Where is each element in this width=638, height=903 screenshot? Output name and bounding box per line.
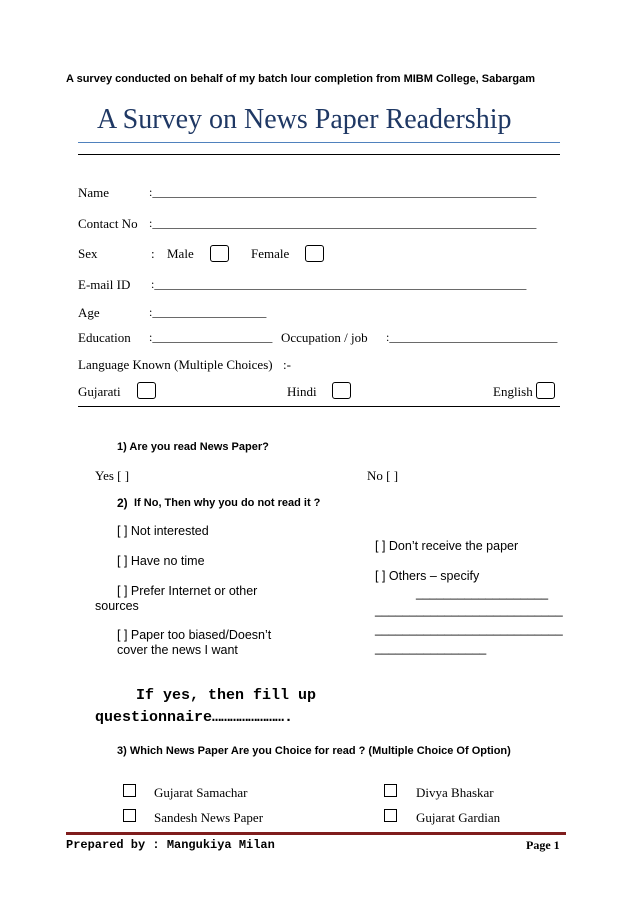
gujarat-gardian-checkbox[interactable] <box>384 809 397 822</box>
question-2: If No, Then why you do not read it ? <box>134 497 321 509</box>
q2-option-dont-receive[interactable]: [ ] Don’t receive the paper <box>375 539 519 553</box>
sex-colon: : <box>151 246 155 261</box>
q2-option-paper-biased-cont: cover the news I want <box>117 643 238 657</box>
age-label: Age <box>78 305 100 320</box>
paper-divya-bhaskar: Divya Bhaskar <box>416 785 494 800</box>
q2-others-line-2[interactable]: ___________________________ <box>375 603 563 617</box>
yes-note-line-1: If yes, then fill up <box>136 687 317 704</box>
question-3: 3) Which News Paper Are you Choice for read ? (Multiple Choice Of Option) <box>117 745 511 757</box>
q2-others-line-3[interactable]: ___________________________ <box>375 622 563 636</box>
contact-field[interactable]: :________________________________________________________________ <box>149 216 537 230</box>
q2-others-line-4[interactable]: ________________ <box>375 641 487 655</box>
email-field[interactable]: :______________________________________________________________ <box>151 277 527 291</box>
female-checkbox[interactable] <box>305 245 324 262</box>
language-gujarati-label: Gujarati <box>78 384 121 399</box>
paper-sandesh: Sandesh News Paper <box>154 810 264 825</box>
male-label: Male <box>167 246 194 261</box>
q2-option-prefer-internet[interactable]: [ ] Prefer Internet or other <box>117 584 258 598</box>
q2-option-no-time[interactable]: [ ] Have no time <box>117 554 205 568</box>
survey-subtitle: A survey conducted on behalf of my batch lour completion from MIBM College, Sabargam <box>66 73 535 85</box>
paper-gujarat-samachar: Gujarat Samachar <box>154 785 248 800</box>
age-field[interactable]: :___________________ <box>149 305 267 319</box>
divya-bhaskar-checkbox[interactable] <box>384 784 397 797</box>
header-divider <box>78 154 560 155</box>
female-label: Female <box>251 246 290 261</box>
sex-label: Sex <box>78 246 98 261</box>
footer-prepared-by: Prepared by : Mangukiya Milan <box>66 838 275 852</box>
occupation-label: Occupation / job <box>281 330 368 345</box>
q2-option-prefer-internet-cont: sources <box>95 599 139 613</box>
page-title: A Survey on News Paper Readership <box>97 104 512 135</box>
footer-rule <box>66 832 566 835</box>
sandesh-checkbox[interactable] <box>123 809 136 822</box>
q1-no-option[interactable]: No [ ] <box>367 468 399 483</box>
occupation-field[interactable]: :____________________________ <box>386 330 558 344</box>
contact-label: Contact No <box>78 216 138 231</box>
section-divider <box>78 406 560 407</box>
q2-others-line-1[interactable]: ___________________ <box>416 586 549 600</box>
language-hindi-label: Hindi <box>287 384 317 399</box>
question-1: 1) Are you read News Paper? <box>117 441 269 453</box>
language-suffix: :- <box>283 357 291 372</box>
title-underline <box>78 142 560 143</box>
q2-option-not-interested[interactable]: [ ] Not interested <box>117 524 209 538</box>
email-label: E-mail ID <box>78 277 131 292</box>
education-label: Education <box>78 330 131 345</box>
q2-option-paper-biased[interactable]: [ ] Paper too biased/Doesn’t <box>117 628 272 642</box>
male-checkbox[interactable] <box>210 245 229 262</box>
question-2-number: 2) <box>117 496 128 510</box>
gujarati-checkbox[interactable] <box>137 382 156 399</box>
yes-note-line-2: questionnaire……………………. <box>95 709 294 726</box>
hindi-checkbox[interactable] <box>332 382 351 399</box>
education-field[interactable]: :____________________ <box>149 330 273 344</box>
name-label: Name <box>78 185 110 200</box>
name-field[interactable]: :________________________________________________________________ <box>149 185 537 199</box>
q2-option-others[interactable]: [ ] Others – specify <box>375 569 480 583</box>
language-label: Language Known (Multiple Choices) <box>78 357 273 372</box>
language-english-label: English <box>493 384 533 399</box>
q1-yes-option[interactable]: Yes [ ] <box>95 468 130 483</box>
gujarat-samachar-checkbox[interactable] <box>123 784 136 797</box>
paper-gujarat-gardian: Gujarat Gardian <box>416 810 501 825</box>
footer-page-number: Page 1 <box>526 838 560 852</box>
english-checkbox[interactable] <box>536 382 555 399</box>
